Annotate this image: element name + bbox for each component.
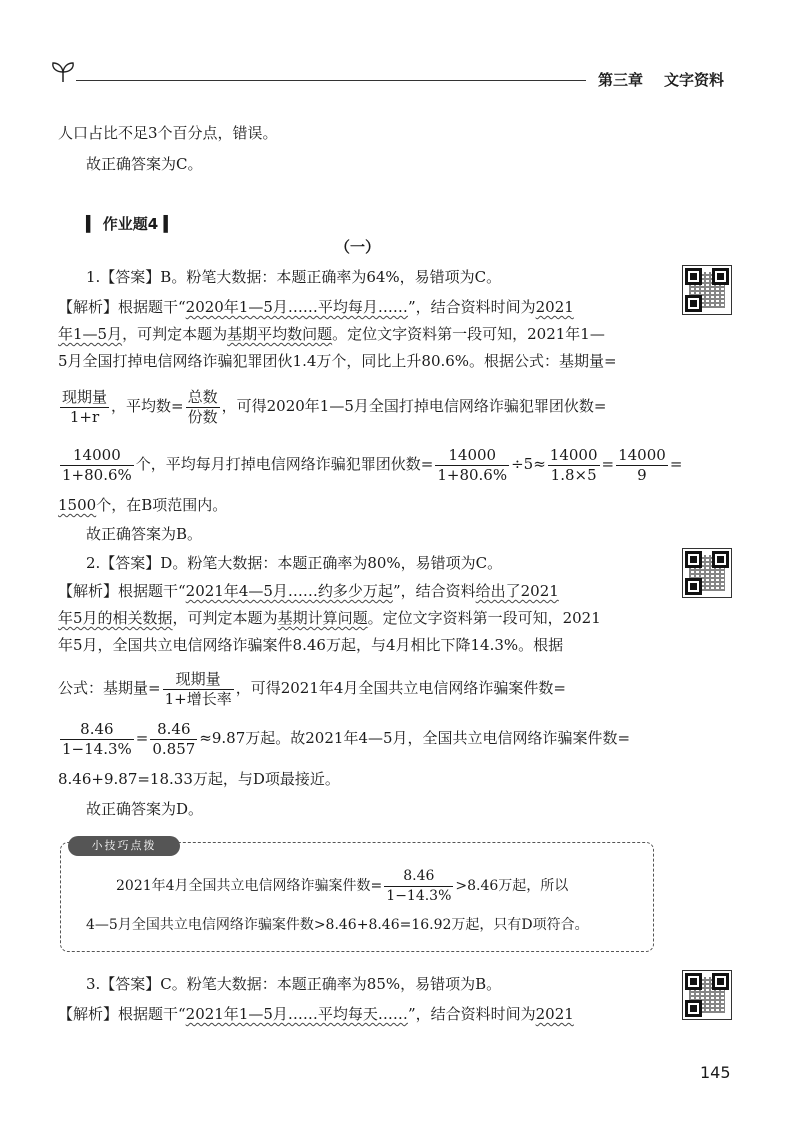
text: 2021年4月全国共立电信网络诈骗案件数=: [116, 878, 383, 894]
text: 公式：基期量=: [58, 679, 161, 697]
numerator: 14000: [549, 445, 598, 464]
text: 2020年1—5月……平均每月……: [185, 298, 408, 316]
denominator: 1+增长率: [164, 689, 232, 708]
text: =: [601, 455, 615, 473]
text: 给出了2021: [475, 582, 559, 600]
bracket-left-icon: ▍: [86, 215, 98, 233]
denominator: 1−14.3%: [386, 887, 452, 904]
fraction: [186, 388, 220, 427]
q1-conclusion: 故正确答案为B。: [86, 525, 203, 543]
q1-formula-line: [58, 386, 606, 427]
tip-line1: [116, 866, 568, 906]
text: ，可得2020年1—5月全国打掉电信网络诈骗犯罪团伙数=: [221, 397, 607, 415]
chapter-title: 文字资料: [664, 71, 725, 89]
q1-answer: 1.【答案】B。粉笔大数据：本题正确率为64%，易错项为C。: [86, 268, 502, 286]
numerator: 8.46: [150, 720, 197, 740]
q2-result-line: 8.46+9.87=18.33万起，与D项最接近。: [58, 770, 340, 788]
section-title: 作业题4: [102, 215, 159, 233]
text: 【解析】根据题干“: [58, 1005, 186, 1023]
text: 2021年4—5月……约多少万起: [185, 582, 393, 600]
tip-line2: 4—5月全国共立电信网络诈骗案件数>8.46+8.46=16.92万起，只有D项符合。: [86, 917, 589, 933]
text: =: [135, 729, 149, 747]
denominator: 1−14.3%: [62, 739, 132, 758]
numerator: 8.46: [384, 867, 453, 887]
q1-calc-line: [58, 444, 682, 485]
denominator: 1+80.6%: [62, 465, 132, 484]
text: 2021年1—5月……平均每天……: [185, 1005, 408, 1023]
tip-badge: 小技巧点拨: [68, 836, 180, 856]
qr-code-icon[interactable]: [682, 265, 732, 315]
q2-analysis-line2: [58, 607, 601, 629]
bracket-right-icon: ▍: [163, 215, 175, 233]
text: 年5月的相关数据: [58, 609, 173, 627]
denominator: 9: [637, 465, 647, 484]
q1-analysis-line3: 5月全国打掉电信网络诈骗犯罪团伙1.4万个，同比上升80.6%。根据公式：基期量=: [58, 352, 617, 370]
fraction: [384, 867, 453, 906]
qr-code-icon[interactable]: [682, 970, 732, 1020]
numerator: 14000: [60, 446, 134, 466]
fraction: [163, 670, 234, 709]
text: 。定位文字资料第一段可知，2021年1—: [332, 325, 605, 343]
section-heading: [86, 213, 175, 235]
text: ，可判定本题为: [172, 609, 278, 627]
denominator: 1+r: [69, 407, 100, 426]
q1-analysis-line1: [58, 296, 574, 318]
numerator: 现期量: [163, 670, 234, 690]
text: 年1—5月: [58, 325, 123, 343]
text: ÷5≈: [511, 455, 546, 473]
numerator: 14000: [435, 446, 509, 466]
fraction: [548, 446, 600, 485]
text: 。定位文字资料第一段可知，2021: [367, 609, 601, 627]
header-rule: [76, 80, 586, 81]
q2-formula-line: [58, 668, 566, 709]
text: ≈9.87万起。故2021年4—5月，全国共立电信网络诈骗案件数=: [199, 729, 631, 747]
text: 1500: [58, 496, 97, 514]
q3-answer: 3.【答案】C。粉笔大数据：本题正确率为85%，易错项为B。: [86, 975, 502, 993]
answer-line: 故正确答案为C。: [86, 155, 203, 173]
denominator: 份数: [187, 407, 218, 426]
text: ”，结合资料时间为: [407, 298, 536, 316]
paragraph-line: [58, 122, 278, 144]
q2-calc-line: [58, 718, 630, 759]
text: 基期计算问题: [277, 609, 368, 627]
paragraph-text: 人口占比不足3个百分点，错误。: [58, 124, 278, 142]
text: 2021: [535, 298, 574, 316]
numerator: 14000: [618, 445, 666, 464]
text: ，平均数=: [111, 397, 184, 415]
q1-analysis-line2: [58, 323, 605, 345]
text: 个，平均每月打掉电信网络诈骗犯罪团伙数=: [135, 455, 434, 473]
qr-code-icon[interactable]: [682, 548, 732, 598]
chapter-label: 第三章: [598, 71, 644, 89]
text: ，可得2021年4月全国共立电信网络诈骗案件数=: [235, 679, 566, 697]
subsection-heading: （一）: [335, 238, 381, 256]
fraction: [60, 720, 134, 759]
text: 【解析】根据题干“: [58, 582, 186, 600]
denominator: 1.8×5: [550, 465, 597, 484]
numerator: 总数: [187, 387, 218, 406]
fraction: [616, 446, 668, 485]
q3-analysis-line1: [58, 1003, 574, 1025]
text: 2021: [535, 1005, 574, 1023]
text: 个，在B项范围内。: [96, 496, 228, 514]
denominator: 0.857: [152, 739, 196, 758]
q1-result-line: [58, 494, 227, 516]
text: 基期平均数问题: [227, 325, 333, 343]
text: >8.46万起，所以: [455, 878, 569, 894]
fraction: [60, 446, 134, 485]
text: ”，结合资料时间为: [407, 1005, 536, 1023]
q2-answer: 2.【答案】D。粉笔大数据：本题正确率为80%，易错项为C。: [86, 554, 503, 572]
sprout-icon: [50, 60, 76, 84]
text: ”，结合资料: [392, 582, 476, 600]
fraction: [60, 388, 109, 427]
text: =: [669, 455, 683, 473]
numerator: 8.46: [60, 720, 134, 740]
denominator: 1+80.6%: [437, 465, 508, 484]
numerator: 现期量: [62, 387, 108, 406]
page-number: 145: [700, 1063, 731, 1082]
q2-analysis-line3: 年5月，全国共立电信网络诈骗案件8.46万起，与4月相比下降14.3%。根据: [58, 636, 564, 654]
text: ，可判定本题为: [122, 325, 228, 343]
q2-conclusion: 故正确答案为D。: [86, 800, 204, 818]
q2-analysis-line1: [58, 580, 559, 602]
fraction: [435, 446, 509, 485]
fraction: [150, 720, 197, 759]
text: 【解析】根据题干“: [58, 298, 186, 316]
